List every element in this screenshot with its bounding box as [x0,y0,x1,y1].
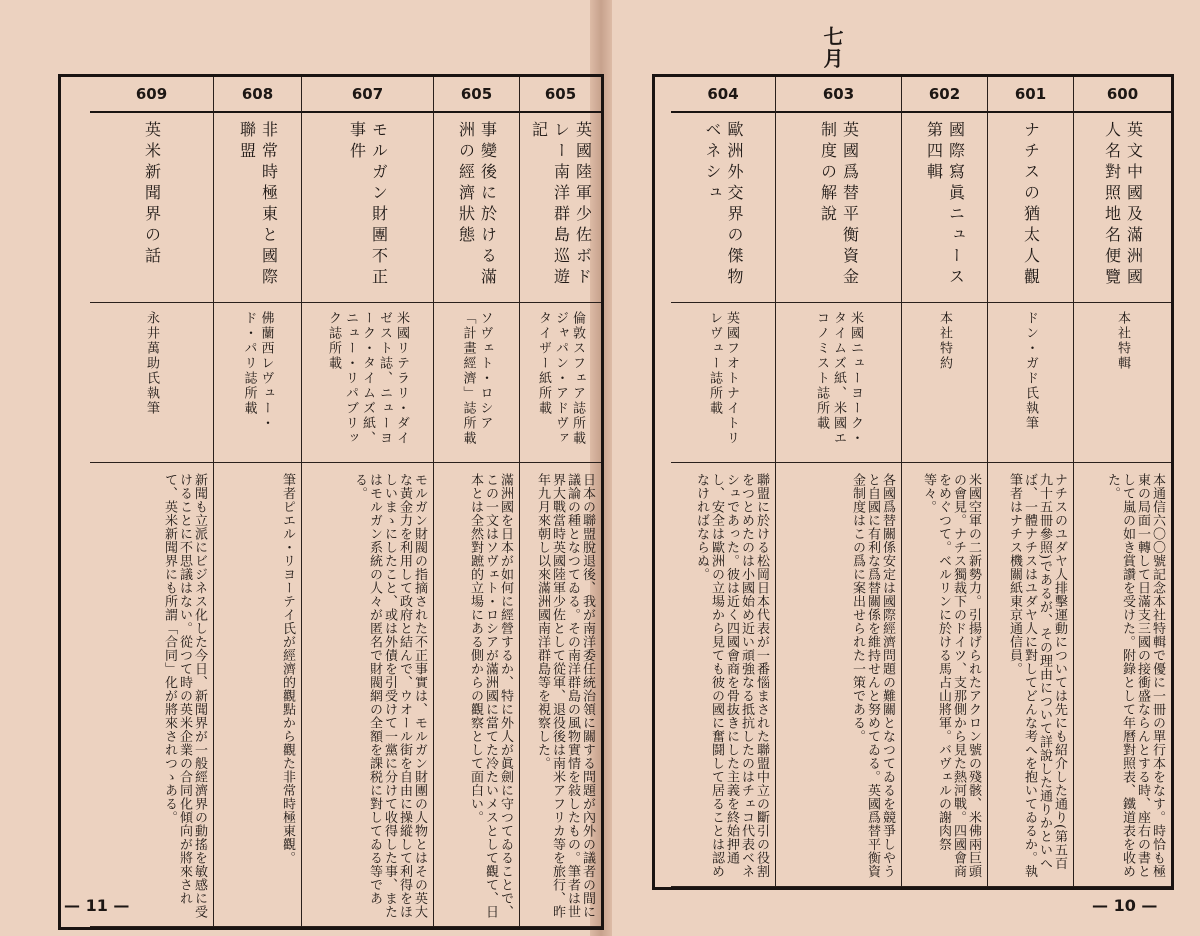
item-description-cell [775,463,901,887]
item-title: 事變後に於ける滿洲の經濟狀態 [456,121,498,289]
item-source: 本社特約 [937,311,952,371]
item-source-cell [301,303,433,463]
page-number-right: — 10 — [1092,896,1158,915]
item-source-cell [987,303,1073,463]
item-source-cell [671,303,775,463]
item-title: 英文中國及滿洲國人名對照地名便覽 [1102,121,1144,289]
item-source-cell [90,303,213,463]
item-title: 英國爲替平衡資金制度の解說 [818,121,860,289]
item-title: 英國陸軍少佐ボドレー南洋群島巡遊記 [529,121,593,289]
item-source-cell [213,303,301,463]
item-title: 國際寫眞ニュース第四輯 [924,121,966,289]
item-title-cell [301,113,433,303]
item-source: 英國フオトナイトリレヴュー誌所載 [707,311,739,446]
item-description-cell [671,463,775,887]
item-title: 英米新聞界の話 [142,121,162,268]
item-source: 米國ニューヨーク・タイムズ紙、米國エコノミスト誌所載 [814,311,863,446]
item-title-cell [519,113,601,303]
month-heading: 七月 [820,26,844,70]
item-number: 601 [987,77,1073,113]
item-number: 604 [671,77,775,113]
item-description-cell [301,463,433,927]
item-source: 本社特輯 [1115,311,1130,371]
item-description: 新聞も立派にビジネス化した今日、新聞界が一般經濟界の動搖を敏感に受けることに不思議はない。從つて時の英米企業の合同化傾向が將來されて、英米新聞界にも所謂「合同」化が將來されつゝある。 [162,473,207,919]
item-description-cell [213,463,301,927]
item-source-cell [433,303,519,463]
item-source: ドン・ガド氏執筆 [1023,311,1038,431]
item-title-cell [433,113,519,303]
item-number: 605 [433,77,519,113]
item-source: 永井萬助氏執筆 [144,311,159,416]
item-number: 605 [519,77,601,113]
item-description-cell [1073,463,1171,887]
item-description: ナチスのユダヤ人排擊運動については先にも紹介した通り(第五百九十五冊參照)であるが、その理由について詳說した通りかといへば、一體ナチスはユダヤ人に對してどんな考へを抱いてゐるか。執筆者はナチス機關紙東京通信員。 [1007,473,1067,878]
item-description: 聯盟に於ける松岡日本代表が一番惱まされた聯盟中立の斷引の役割をつとめたのは小國始め近い頑強なる抵抗したのはチェコ代表ベネシュであった。彼は近く四國會商を骨抜きにした主義を終始押通し、安全は歐洲の立場から見ても彼の國に奮鬪して居ることは認めなければならぬ。 [694,473,769,878]
item-number: 608 [213,77,301,113]
item-source: 米國リテラリ・ダイゼスト誌、ニューヨーク・タイムズ紙、ニュー・リパブリック誌所載 [326,311,409,446]
item-source-cell [1073,303,1171,463]
item-source: ソヴェト・ロシア「計畫經濟」誌所載 [460,311,493,446]
item-description: 筆者ピエル・リヨーテイ氏が經濟的觀點から觀た非常時極東觀。 [280,473,295,865]
item-source: 倫敦スフェア誌所載ジャパン・アドヴァタイザー紙所載 [536,311,585,446]
item-description-cell [90,463,213,927]
item-number: 602 [901,77,987,113]
item-title-cell [1073,113,1171,303]
item-source-cell [519,303,601,463]
item-description-cell [433,463,519,927]
item-number: 607 [301,77,433,113]
item-source: 佛蘭西レヴュー・ド・パリ誌所載 [241,311,274,431]
item-source-cell [901,303,987,463]
left-catalog-table [58,74,604,930]
page-number-left: — 11 — [64,896,130,915]
item-number: 600 [1073,77,1171,113]
item-description-cell [901,463,987,887]
item-title: 歐洲外交界の傑物ベネシュ [703,121,744,289]
item-title-cell [775,113,901,303]
item-description: モルガン財閥の指摘された不正事實は、モルガン財團の人物とはその英大な黃金力を利用して政府と結んで、ウオール街を自由に操縱して利得をほしいまゝにしたこと、或は外債を引受けて一黨に分けて收得した事、またはモルガン系統の人々が匿名で財閥網の全額を課税に對してゐる等である。 [352,473,427,919]
item-description: 米國空軍の二新勢力。引揚げられたアクロン號の殘骸、米佛兩巨頭の會見。ナチス獨裁下のドイツ、支那側から見た熱河戰。四國會商をめぐつて。ベルリンに於ける馬占山將軍。バヴェルの謝肉祭等々。 [921,473,981,878]
right-catalog-table [652,74,1174,890]
item-title-cell [671,113,775,303]
item-number: 603 [775,77,901,113]
item-title: 非常時極東と國際聯盟 [237,121,279,289]
item-description: 本通信六〇〇號記念本社特輯で優に一冊の單行本をなす。時恰も極東の局面一轉して日滿支三國の接衝盛ならんとする時、座右の書として嵐の如き賞讚を受けた。附錄として年曆對照表、鐵道表を收めた。 [1105,473,1165,878]
item-description: 日本の聯盟脫退後、我が南洋委任統治領に關する問題が內外の議者の間に議論の種となつてゐる。その南洋群島の風物實情を敍したもの。筆者は世界大戰當時英國陸軍少佐として從軍、退役後は南米アフリカ等を旅行、昨年九月來朝し以來滿洲國南洋群島等を視察した。 [535,473,595,919]
item-description-cell [987,463,1073,887]
item-title-cell [213,113,301,303]
item-description: 各國爲替關係安定は國際經濟問題の難關となつてゐるを競爭しやうと自國に有利な爲替關係を維持せんと努めてゐる。英國爲替平衡資金制度はこの爲に案出せられた一策である。 [850,473,895,878]
item-title: モルガン財團不正事件 [347,121,389,289]
item-title-cell [901,113,987,303]
item-title: ナチスの猶太人觀 [1021,121,1041,289]
item-number: 609 [90,77,213,113]
item-title-cell [987,113,1073,303]
item-description-cell [519,463,601,927]
item-title-cell [90,113,213,303]
item-description: 滿洲國を日本が如何に經營するか、特に外人が眞劍に守つてゐることで、この一文はソヴェト・ロシアが滿洲國に當てた冷たいメスとして觀て、日本とは全然對蹠的立場にある側からの觀察として面白い。 [468,473,513,919]
item-source-cell [775,303,901,463]
